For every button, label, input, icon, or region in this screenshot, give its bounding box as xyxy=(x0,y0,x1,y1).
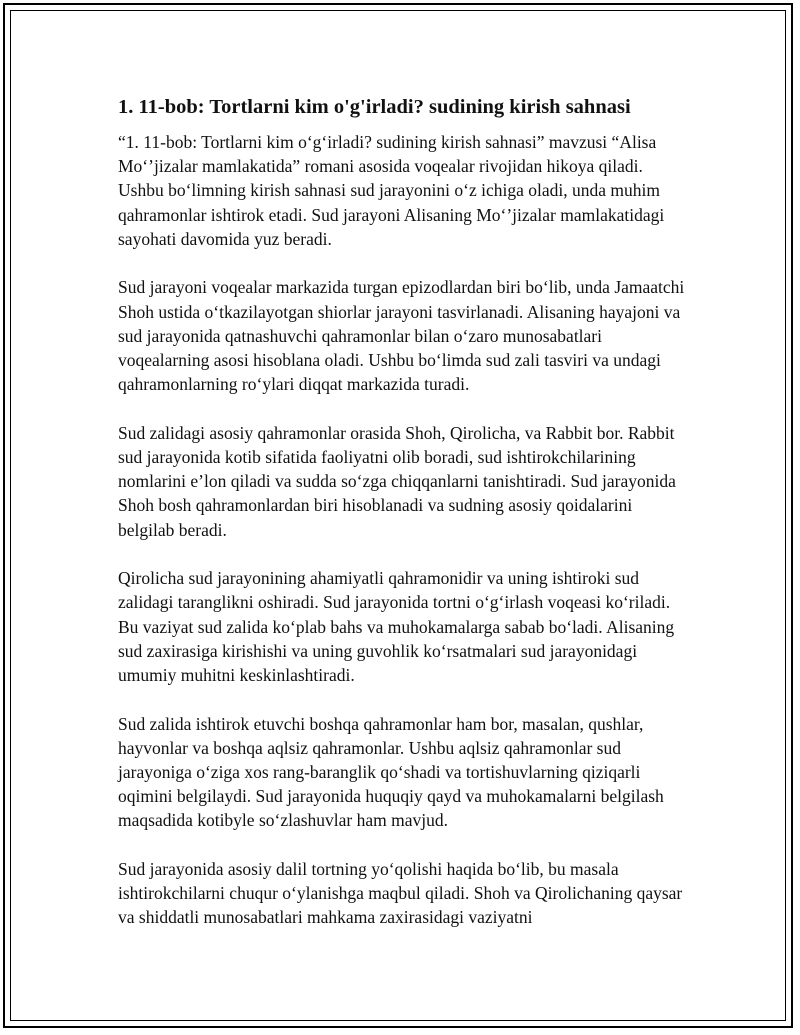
document-title: 1. 11-bob: Tortlarni kim o'g'irladi? sudining kirish sahnasi xyxy=(118,96,631,118)
paragraph-2: Sud jarayoni voqealar markazida turgan epizodlardan biri bo‘lib, unda Jamaatchi Shoh ustida o‘tkazilayotgan shiorlar jarayoni tasvirlanadi. Alisaning hayajoni va sud jarayonida qatnashuvchi qahramonlar bilan o‘zaro munosabatlari voqealarning asosi hisoblana oladi. Ushbu bo‘limda sud zali tasviri va undagi qahramonlarning ro‘ylari diqqat markazida turadi. xyxy=(118,277,685,395)
paragraph-3: Sud zalidagi asosiy qahramonlar orasida Shoh, Qirolicha, va Rabbit bor. Rabbit sud jarayonida kotib sifatida faoliyatni olib boradi, sud ishtirokchilarining nomlarini e’lon qiladi va sudda so‘zga chiqqanlarni tanishtiradi. Sud jarayonida Shoh bosh qahramonlardan biri hisoblanadi va sudning asosiy qoidalarini belgilab beradi. xyxy=(118,422,676,540)
paragraph-4: Qirolicha sud jarayonining ahamiyatli qahramonidir va uning ishtiroki sud zalidagi taranglikni oshiradi. Sud jarayonida tortni o‘g‘irlash voqeasi ko‘riladi. Bu vaziyat sud zalida ko‘plab bahs va muhokamalarga sabab bo‘ladi. Alisaning sud zaxirasiga kirishishi va uning guvohlik ko‘rsatmalari sud jarayonidagi umumiy muhitni keskinlashtiradi. xyxy=(118,568,675,686)
paragraph-6: Sud jarayonida asosiy dalil tortning yo‘qolishi haqida bo‘lib, bu masala ishtirokchilarni chuqur o‘ylanishga maqbul qiladi. Shoh va Qirolichaning qaysar va shiddatli munosabatlari mahkama zaxirasidagi vaziyatni xyxy=(118,859,683,928)
paragraph-1: “1. 11-bob: Tortlarni kim o‘g‘irladi? sudining kirish sahnasi” mavzusi “Alisa Mo‘’jizalar mamlakatida” romani asosida voqealar rivojidan hikoya qiladi. Ushbu bo‘limning kirish sahnasi sud jarayonini o‘z ichiga oladi, unda muhim qahramonlar ishtirok etadi. Sud jarayoni Alisaning Mo‘’jizalar mamlakatidagi sayohati davomida yuz beradi. xyxy=(118,132,665,249)
document-body xyxy=(118,94,688,954)
paragraph-5: Sud zalida ishtirok etuvchi boshqa qahramonlar ham bor, masalan, qushlar, hayvonlar va boshqa aqlsiz qahramonlar. Ushbu aqlsiz qahramonlar sud jarayoniga o‘ziga xos rang-baranglik qo‘shadi va tortishuvlarning qiziqarli oqimini belgilaydi. Sud jarayonida huquqiy qayd va muhokamalarni belgilash maqsadida kotibyle so‘zlashuvlar ham mavjud. xyxy=(118,713,664,831)
